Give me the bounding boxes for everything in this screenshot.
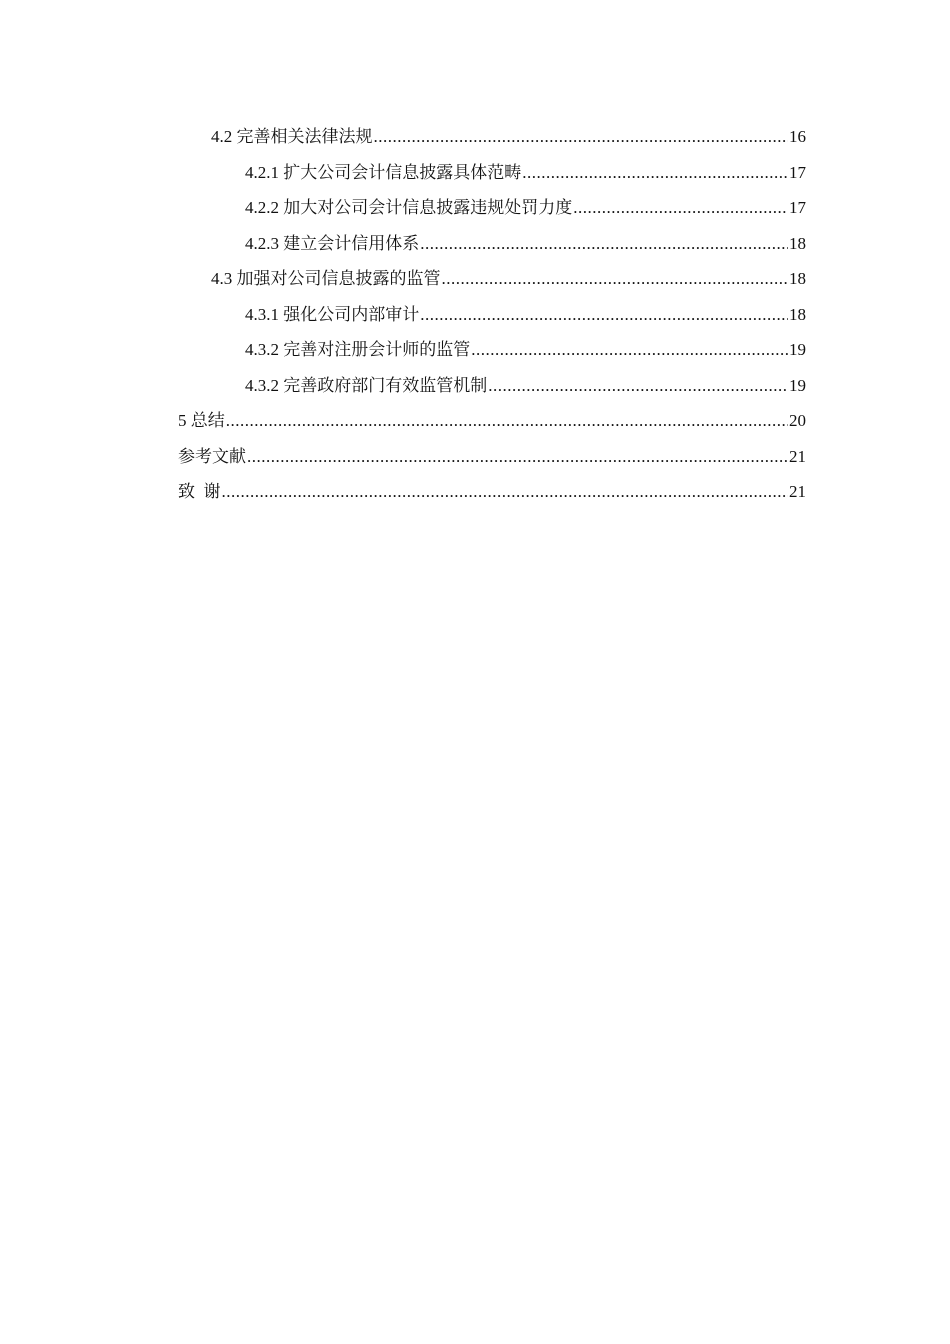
toc-leader-dots xyxy=(488,368,788,404)
toc-entry-page-number: 18 xyxy=(789,304,806,324)
toc-leader-dots xyxy=(247,439,788,475)
toc-entry-page-number: 17 xyxy=(789,198,806,217)
table-of-contents xyxy=(178,119,806,510)
toc-entry[interactable] xyxy=(178,403,806,439)
toc-entry-title: 5 总结 xyxy=(178,411,225,430)
toc-entry-title: 参考文献 xyxy=(178,446,246,466)
toc-entry-title: 4.3 加强对公司信息披露的监管 xyxy=(211,269,441,288)
toc-entry[interactable] xyxy=(178,190,806,226)
toc-entry-page-number: 19 xyxy=(789,375,806,395)
toc-leader-dots xyxy=(420,226,788,262)
toc-entry-title: 致 谢 xyxy=(178,482,221,501)
toc-leader-dots xyxy=(573,190,788,226)
toc-leader-dots xyxy=(442,261,789,297)
toc-entry[interactable] xyxy=(178,474,806,510)
toc-entry-title: 4.2.3 建立会计信用体系 xyxy=(245,233,420,253)
toc-entry-title: 4.3.1 强化公司内部审计 xyxy=(245,304,420,324)
toc-entry[interactable] xyxy=(178,332,806,368)
toc-entry-title: 4.3.2 完善对注册会计师的监管 xyxy=(245,340,471,359)
toc-entry-page-number: 18 xyxy=(789,269,806,288)
toc-entry-page-number: 21 xyxy=(789,446,806,466)
toc-entry-page-number: 21 xyxy=(789,482,806,501)
toc-leader-dots xyxy=(471,332,788,368)
toc-entry[interactable] xyxy=(178,226,806,262)
toc-entry-page-number: 19 xyxy=(789,340,806,359)
toc-entry[interactable] xyxy=(178,119,806,155)
toc-leader-dots xyxy=(222,474,789,510)
toc-entry-page-number: 18 xyxy=(789,233,806,253)
toc-leader-dots xyxy=(226,403,788,439)
toc-entry[interactable] xyxy=(178,297,806,333)
toc-entry[interactable] xyxy=(178,261,806,297)
toc-entry-page-number: 16 xyxy=(789,127,806,146)
toc-entry-title: 4.3.2 完善政府部门有效监管机制 xyxy=(245,375,488,395)
toc-entry-page-number: 20 xyxy=(789,411,806,430)
toc-leader-dots xyxy=(420,297,788,333)
toc-entry[interactable] xyxy=(178,439,806,475)
toc-leader-dots xyxy=(374,119,789,155)
toc-entry-title: 4.2.2 加大对公司会计信息披露违规处罚力度 xyxy=(245,198,573,217)
toc-leader-dots xyxy=(522,155,788,191)
toc-entry-title: 4.2 完善相关法律法规 xyxy=(211,127,373,146)
toc-entry[interactable] xyxy=(178,155,806,191)
toc-entry[interactable] xyxy=(178,368,806,404)
toc-entry-title: 4.2.1 扩大公司会计信息披露具体范畴 xyxy=(245,162,522,182)
toc-entry-page-number: 17 xyxy=(789,162,806,182)
